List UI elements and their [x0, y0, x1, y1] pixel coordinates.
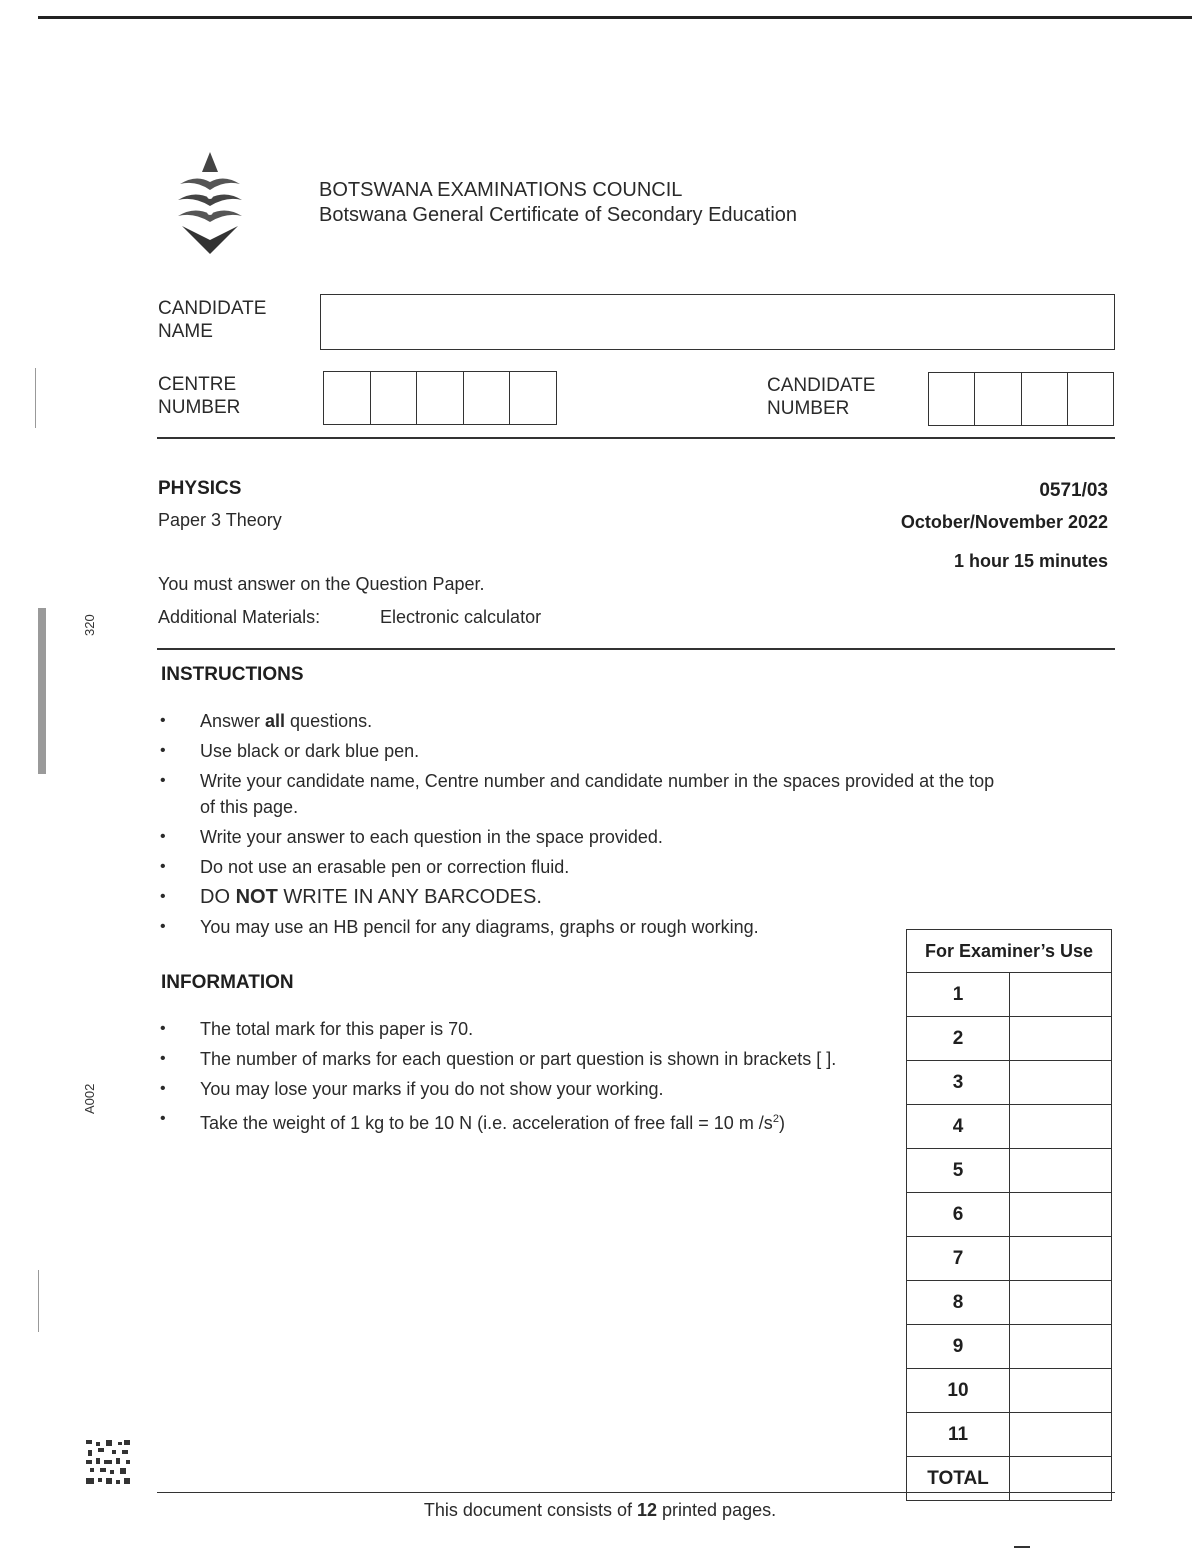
- table-row: 3: [907, 1061, 1112, 1105]
- candidate-name-field[interactable]: [320, 294, 1115, 350]
- duration: 1 hour 15 minutes: [953, 551, 1108, 571]
- top-rule: [38, 16, 1192, 19]
- council-name: BOTSWANA EXAMINATIONS COUNCIL: [319, 179, 683, 201]
- table-row: 11: [907, 1413, 1112, 1457]
- table-row: 5: [907, 1149, 1112, 1193]
- candidate-number-field[interactable]: [928, 372, 1114, 426]
- list-item: • Answer all questions.: [160, 708, 1010, 734]
- list-item: • The total mark for this paper is 70.: [160, 1016, 890, 1042]
- side-code-bottom: A002: [82, 1083, 97, 1114]
- divider: [157, 437, 1115, 439]
- table-row: 7: [907, 1237, 1112, 1281]
- table-row: 1: [907, 973, 1112, 1017]
- examiner-use-table: [906, 929, 1112, 1501]
- scan-mark: [35, 368, 36, 428]
- session: October/November 2022: [900, 512, 1108, 532]
- table-row: TOTAL: [907, 1457, 1112, 1501]
- table-row: 8: [907, 1281, 1112, 1325]
- table-row: 6: [907, 1193, 1112, 1237]
- list-item: • Do not use an erasable pen or correction fluid.: [160, 854, 1010, 880]
- information-heading: INFORMATION: [161, 972, 294, 993]
- materials-label: Additional Materials:: [158, 607, 321, 627]
- subject: PHYSICS: [158, 478, 242, 499]
- answer-note: You must answer on the Question Paper.: [158, 574, 485, 594]
- centre-number-field[interactable]: [323, 371, 557, 425]
- materials-value: Electronic calculator: [380, 607, 542, 627]
- page-mark: [1014, 1546, 1030, 1548]
- side-code-top: 320: [82, 614, 97, 636]
- table-row: 2: [907, 1017, 1112, 1061]
- list-item: • DO NOT WRITE IN ANY BARCODES.: [160, 884, 1010, 910]
- scan-mark: [38, 1270, 39, 1332]
- table-row: 9: [907, 1325, 1112, 1369]
- list-item: • Use black or dark blue pen.: [160, 738, 1010, 764]
- certificate-name: Botswana General Certificate of Secondary Education: [319, 204, 798, 226]
- list-item: • The number of marks for each question or part question is shown in brackets [ ].: [160, 1046, 890, 1072]
- header-text: [319, 178, 797, 228]
- divider: [157, 648, 1115, 650]
- table-row: 10: [907, 1369, 1112, 1413]
- list-item: • Write your candidate name, Centre number and candidate number in the spaces provided at the top of this page.: [160, 768, 1010, 820]
- information-list: [160, 1016, 890, 1136]
- paper-title: Paper 3 Theory: [158, 510, 282, 530]
- side-bar-mark: [38, 608, 46, 774]
- instructions-heading: INSTRUCTIONS: [161, 664, 304, 685]
- paper-code: 0571/03: [1039, 480, 1108, 501]
- instructions-list: [160, 708, 1010, 940]
- footer-rule: [157, 1492, 1115, 1493]
- candidate-number-label: CANDIDATE NUMBER: [767, 375, 876, 419]
- candidate-name-label: CANDIDATE NAME: [158, 298, 267, 342]
- list-item: • You may lose your marks if you do not show your working.: [160, 1076, 890, 1102]
- table-row: 4: [907, 1105, 1112, 1149]
- centre-number-label: CENTRE NUMBER: [158, 374, 241, 418]
- barcode-icon: [84, 1438, 132, 1486]
- examiner-table-title: For Examiner’s Use: [907, 930, 1112, 973]
- botswana-exam-council-logo: [172, 150, 248, 258]
- footer-text: This document consists of 12 printed pages.: [423, 1500, 777, 1520]
- list-item: • You may use an HB pencil for any diagrams, graphs or rough working.: [160, 914, 1010, 940]
- list-item: • Take the weight of 1 kg to be 10 N (i.e. acceleration of free fall = 10 m $/s^2$): [160, 1106, 890, 1136]
- list-item: • Write your answer to each question in the space provided.: [160, 824, 1010, 850]
